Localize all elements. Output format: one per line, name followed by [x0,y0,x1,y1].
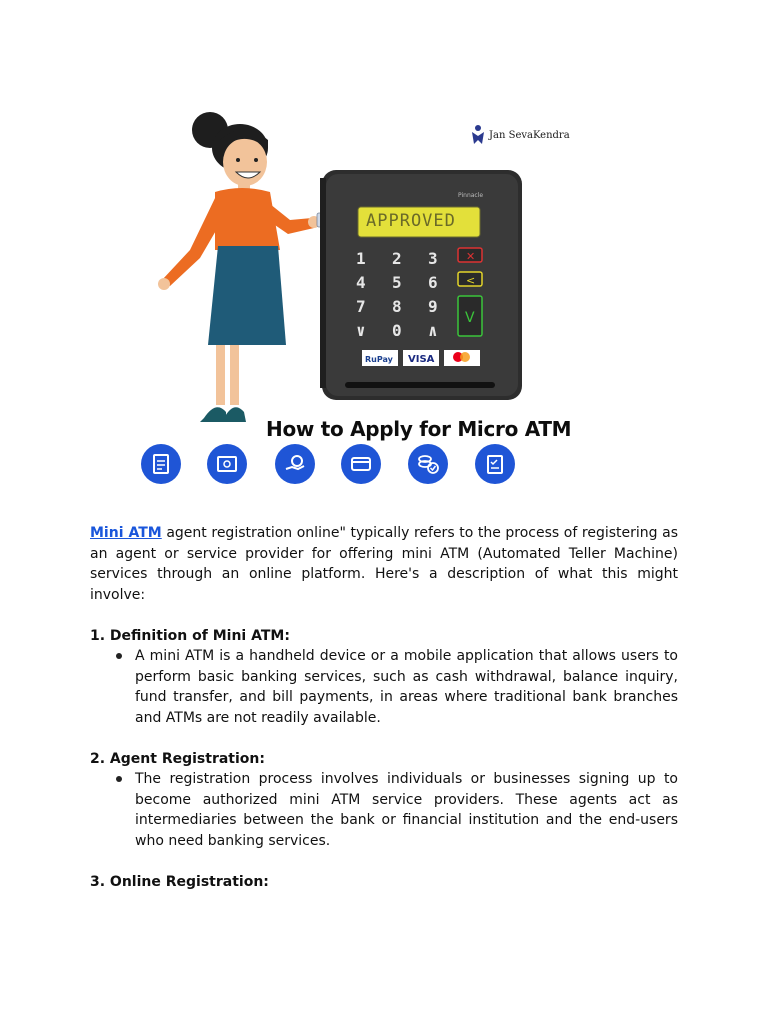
svg-text:5: 5 [392,273,402,292]
person-logo-icon [470,124,486,146]
section-online-registration [90,872,678,893]
woman-illustration [158,112,339,422]
svg-text:∧: ∧ [428,321,438,340]
svg-text:1: 1 [356,249,366,268]
payment-hand-icon [275,444,315,484]
bullet-list [90,769,678,851]
section-title: 3. Online Registration: [90,873,269,890]
section-title: 2. Agent Registration: [90,750,265,767]
svg-text:4: 4 [356,273,366,292]
article-body [90,523,678,892]
svg-text:VISA: VISA [408,354,435,365]
micro-atm-device [320,170,522,400]
svg-text:✕: ✕ [466,250,476,263]
bullet-list [90,646,678,728]
intro-text: agent registration online" typically refers to the process of registering as an agent or service provider for offering mini ATM (Automated Teller Machine) services through an online platform. Here's a description of what this might involve: [90,525,678,603]
svg-text:<: < [466,274,476,287]
mini-atm-link[interactable]: Mini ATM [90,525,162,541]
svg-text:∨: ∨ [356,321,366,340]
checklist-icon [475,444,515,484]
certificate-icon [207,444,247,484]
form-icon [141,444,181,484]
coins-check-icon [408,444,448,484]
section-title: 1. Definition of Mini ATM: [90,627,290,644]
svg-text:3: 3 [428,249,438,268]
svg-text:V: V [465,310,475,326]
svg-text:7: 7 [356,297,366,316]
card-icon [341,444,381,484]
svg-text:0: 0 [392,321,402,340]
section-definition [90,626,678,729]
brand-name: Jan SevaKendra [489,129,570,141]
atm-display-text: APPROVED [366,211,456,231]
intro-paragraph [90,523,678,605]
svg-text:8: 8 [392,297,402,316]
svg-text:2: 2 [392,249,402,268]
step-icon-row [141,444,521,486]
section-agent-registration [90,749,678,852]
banner-headline: How to Apply for Micro ATM [266,417,572,441]
svg-text:9: 9 [428,297,438,316]
svg-text:RuPay: RuPay [365,355,393,364]
bullet-item: A mini ATM is a handheld device or a mobile application that allows users to perform basic banking services, such as cash withdrawal, balance inquiry, fund transfer, and bill payments, in areas where traditional bank branches and ATMs are not readily available. [90,646,678,728]
bullet-item: The registration process involves individuals or businesses signing up to become authorized mini ATM service providers. These agents act as intermediaries between the bank or financial institution and the end-users who need banking services. [90,769,678,851]
brand-logo [470,124,570,146]
atm-maker-label: Pinnacle [458,192,484,199]
svg-text:6: 6 [428,273,438,292]
